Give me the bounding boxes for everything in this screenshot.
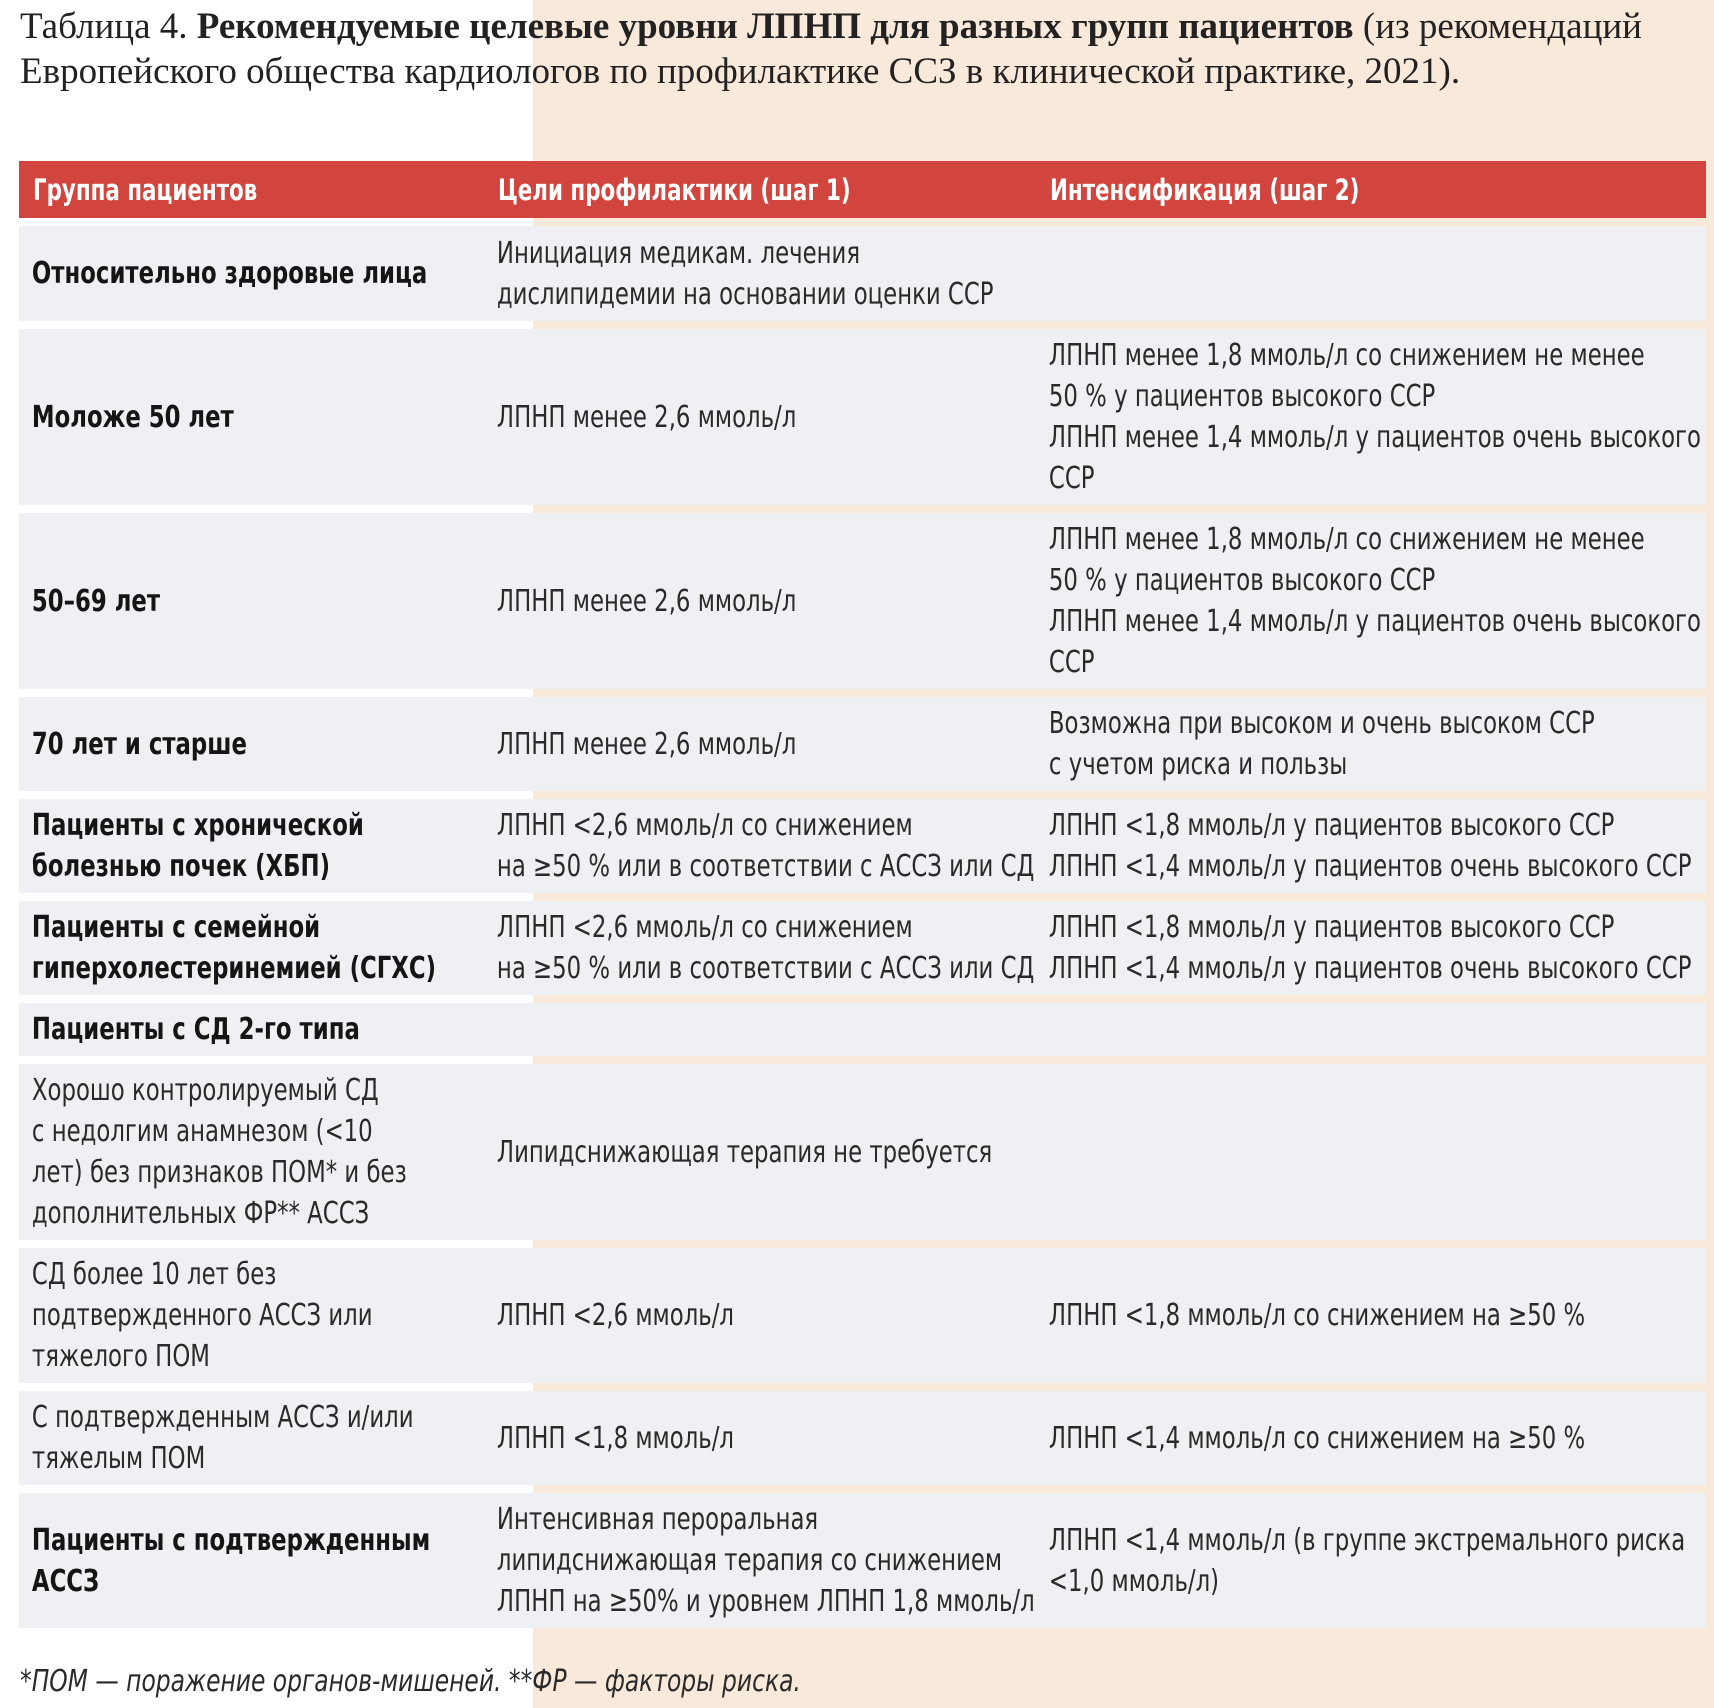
cell-group bbox=[19, 391, 482, 444]
cell-line: болезнью почек (ХБП) bbox=[31, 849, 331, 884]
cell-group bbox=[19, 247, 482, 300]
cell-step2 bbox=[1036, 1412, 1703, 1465]
cell-line: 50 % у пациентов высокого ССР bbox=[1048, 379, 1436, 414]
cell-line: на ≥50 % или в соответствии с АССЗ или СД bbox=[496, 951, 1035, 986]
ldl-targets-table bbox=[19, 161, 1706, 1628]
cell-step1 bbox=[484, 1289, 1034, 1342]
cell-step2 bbox=[1036, 1146, 1703, 1158]
table-footnote: *ПОМ — поражение органов-мишеней. **ФР — факторы риска. bbox=[20, 1664, 801, 1699]
cell-line: Относительно здоровые лица bbox=[31, 256, 428, 291]
cell-step2 bbox=[1036, 268, 1703, 280]
cell-line: Пациенты с СД 2-го типа bbox=[31, 1012, 360, 1047]
cell-line: Интенсивная пероральная bbox=[496, 1502, 819, 1537]
cell-group bbox=[19, 575, 482, 628]
cell-step1 bbox=[484, 391, 1034, 444]
cell-line: Инициация медикам. лечения bbox=[496, 235, 861, 271]
cell-step2 bbox=[1036, 799, 1703, 893]
cell-line: дополнительных ФР** АССЗ bbox=[31, 1196, 370, 1231]
caption-title: Рекомендуемые целевые уровни ЛПНП для разных групп пациентов bbox=[196, 6, 1354, 47]
cell-line: ЛПНП <1,4 ммоль/л у пациентов очень высокого ССР bbox=[1048, 849, 1692, 884]
cell-step2 bbox=[1036, 329, 1703, 505]
cell-line: липидснижающая терапия со снижением bbox=[496, 1543, 1003, 1578]
header-step2: Интенсификация (шаг 2) bbox=[1049, 172, 1360, 207]
cell-line: ЛПНП менее 2,6 ммоль/л bbox=[496, 726, 797, 762]
cell-line: ЛПНП <1,4 ммоль/л у пациентов очень высокого ССР bbox=[1048, 951, 1692, 986]
cell-group bbox=[19, 1064, 482, 1240]
cell-line: ССР bbox=[1048, 461, 1095, 496]
cell-line: ЛПНП менее 1,8 ммоль/л со снижением не менее bbox=[1048, 338, 1645, 373]
cell-line: ЛПНП <2,6 ммоль/л bbox=[496, 1298, 734, 1333]
cell-line: ЛПНП <1,8 ммоль/л у пациентов высокого ССР bbox=[1048, 910, 1615, 945]
header-group: Группа пациентов bbox=[32, 172, 258, 207]
cell-step1 bbox=[484, 1126, 1034, 1179]
cell-step1 bbox=[484, 1493, 1034, 1628]
cell-group bbox=[19, 718, 482, 771]
cell-group bbox=[19, 1391, 482, 1485]
cell-line: АССЗ bbox=[31, 1563, 100, 1599]
cell-line: 70 лет и старше bbox=[31, 726, 247, 762]
cell-line: гиперхолестеринемией (СГХС) bbox=[31, 951, 436, 986]
cell-step1 bbox=[484, 718, 1034, 771]
cell-line: 50 % у пациентов высокого ССР bbox=[1048, 563, 1436, 598]
caption-prefix: Таблица 4. bbox=[20, 6, 197, 47]
cell-group bbox=[19, 1248, 482, 1383]
table-row bbox=[19, 799, 1706, 893]
cell-group bbox=[19, 799, 482, 893]
cell-line: ЛПНП менее 2,6 ммоль/л bbox=[496, 399, 797, 435]
cell-line: с учетом риска и пользы bbox=[1048, 747, 1348, 782]
cell-line: ЛПНП <2,6 ммоль/л со снижением bbox=[496, 808, 913, 843]
cell-line: ЛПНП <1,4 ммоль/л со снижением на ≥50 % bbox=[1048, 1420, 1586, 1456]
table-row bbox=[19, 1003, 1706, 1056]
cell-line: с недолгим анамнезом (<10 bbox=[31, 1114, 373, 1149]
cell-line: 50–69 лет bbox=[31, 583, 161, 619]
table-header-row bbox=[19, 161, 1706, 218]
table-row bbox=[19, 226, 1706, 321]
table-row bbox=[19, 1248, 1706, 1383]
table-row bbox=[19, 1493, 1706, 1628]
cell-line: Моложе 50 лет bbox=[31, 399, 234, 435]
cell-line: Пациенты с подтвержденным bbox=[31, 1522, 431, 1558]
cell-line: ЛПНП менее 1,8 ммоль/л со снижением не менее bbox=[1048, 522, 1645, 557]
cell-step2 bbox=[1036, 513, 1703, 689]
cell-line: Возможна при высоком и очень высоком ССР bbox=[1048, 706, 1595, 741]
cell-line: СД более 10 лет без bbox=[31, 1257, 277, 1292]
cell-line: Пациенты с семейной bbox=[31, 910, 321, 945]
cell-line: ЛПНП менее 1,4 ммоль/л у пациентов очень высокого bbox=[1048, 604, 1701, 639]
cell-line: ЛПНП <2,6 ммоль/л со снижением bbox=[496, 910, 913, 945]
cell-group bbox=[19, 901, 482, 995]
caption-subtitle: (из рекомендаций Европейского общества кардиологов по профилактике ССЗ в клинической практике, 2021). bbox=[20, 6, 1642, 92]
cell-step2 bbox=[1036, 1289, 1703, 1342]
cell-line: подтвержденного АССЗ или bbox=[31, 1298, 373, 1333]
table-row bbox=[19, 1064, 1706, 1240]
cell-line: дислипидемии на основании оценки ССР bbox=[496, 276, 994, 312]
cell-line: на ≥50 % или в соответствии с АССЗ или СД bbox=[496, 849, 1035, 884]
table-caption bbox=[20, 4, 1680, 94]
cell-line: Пациенты с хронической bbox=[31, 808, 364, 843]
cell-step1 bbox=[484, 901, 1034, 995]
table-row bbox=[19, 329, 1706, 505]
cell-line: ЛПНП менее 2,6 ммоль/л bbox=[496, 583, 797, 619]
table-row bbox=[19, 1391, 1706, 1485]
cell-step2 bbox=[1036, 697, 1703, 791]
cell-line: ЛПНП <1,8 ммоль/л у пациентов высокого ССР bbox=[1048, 808, 1615, 843]
cell-line: ССР bbox=[1048, 645, 1095, 680]
cell-line: С подтвержденным АССЗ и/или bbox=[31, 1400, 414, 1435]
table-row bbox=[19, 901, 1706, 995]
cell-line: тяжелым ПОМ bbox=[31, 1441, 206, 1476]
cell-line: ЛПНП <1,8 ммоль/л bbox=[496, 1420, 734, 1456]
cell-step2 bbox=[1036, 1024, 1703, 1036]
cell-step1 bbox=[484, 227, 1034, 321]
cell-step1 bbox=[484, 1024, 1034, 1036]
cell-line: лет) без признаков ПОМ* и без bbox=[31, 1155, 407, 1190]
table-row bbox=[19, 513, 1706, 689]
cell-line: ЛПНП <1,4 ммоль/л (в группе экстремального риска bbox=[1048, 1522, 1686, 1558]
cell-line: <1,0 ммоль/л) bbox=[1048, 1563, 1220, 1599]
cell-line: ЛПНП менее 1,4 ммоль/л у пациентов очень высокого bbox=[1048, 420, 1701, 455]
cell-step1 bbox=[484, 799, 1034, 893]
cell-line: Хорошо контролируемый СД bbox=[31, 1073, 379, 1108]
cell-line: ЛПНП на ≥50% и уровнем ЛПНП 1,8 ммоль/л bbox=[496, 1584, 1035, 1619]
cell-group bbox=[19, 1003, 482, 1056]
cell-step1 bbox=[484, 1412, 1034, 1465]
cell-line: ЛПНП <1,8 ммоль/л со снижением на ≥50 % bbox=[1048, 1298, 1586, 1333]
table-row bbox=[19, 697, 1706, 791]
cell-step2 bbox=[1036, 1514, 1703, 1608]
cell-step1 bbox=[484, 575, 1034, 628]
cell-step2 bbox=[1036, 901, 1703, 995]
table-body bbox=[19, 226, 1706, 1628]
cell-line: Липидснижающая терапия не требуется bbox=[496, 1134, 993, 1170]
header-step1: Цели профилактики (шаг 1) bbox=[497, 172, 851, 207]
cell-line: тяжелого ПОМ bbox=[31, 1339, 210, 1374]
cell-group bbox=[19, 1514, 482, 1608]
